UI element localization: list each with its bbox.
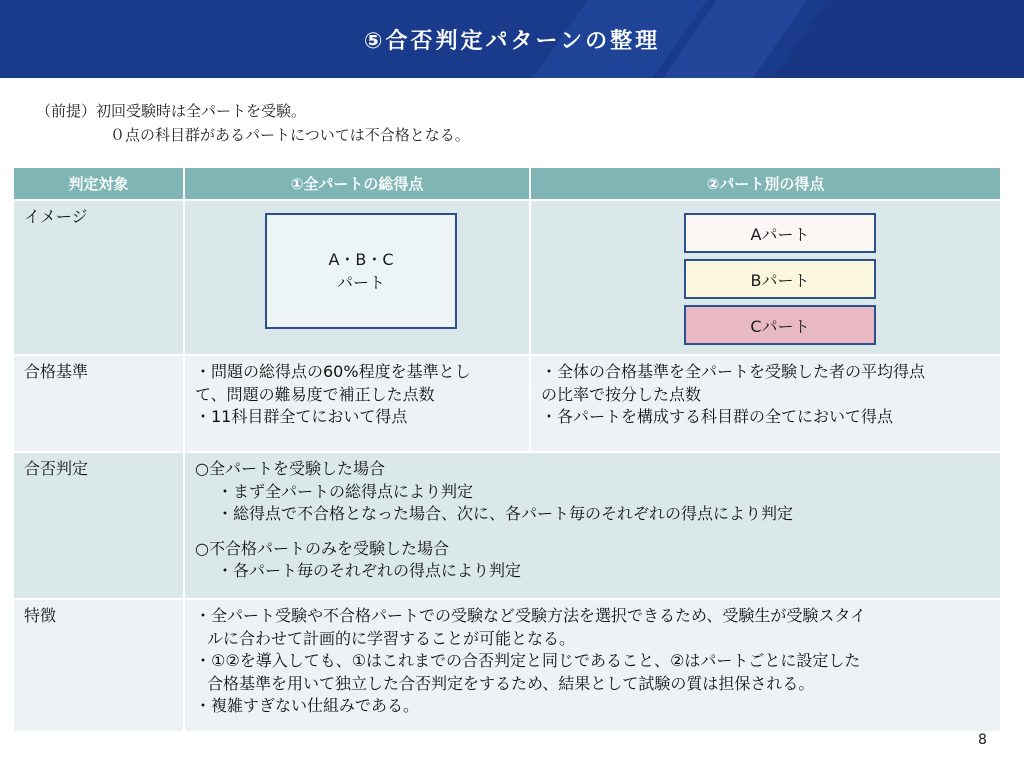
case-item: ・まず全パートの総得点により判定 [217, 481, 474, 501]
judgment-cell [184, 452, 1001, 599]
case-item: ・各パート毎のそれぞれの得点により判定 [217, 561, 522, 580]
case-title: ○全パートを受験した場合 [195, 459, 385, 478]
criteria-line: ・11科目群全てにおいて得点 [195, 407, 408, 426]
part-b-box: Bパート [684, 259, 876, 299]
row-label: 特徴 [13, 599, 184, 732]
all-parts-box [265, 213, 457, 329]
premise-line: ０点の科目群があるパートについては不合格となる。 [110, 126, 470, 144]
table-row-judgment [13, 452, 1001, 599]
table-row-criteria [13, 355, 1001, 452]
criteria-line: ・全体の合格基準を全パートを受験した者の平均得点 [541, 362, 926, 381]
column-header: ①全パートの総得点 [184, 167, 530, 200]
criteria-line: ・各パートを構成する科目群の全てにおいて得点 [541, 407, 894, 426]
case-item: ・総得点で不合格となった場合、次に、各パート毎のそれぞれの得点により判定 [217, 504, 794, 523]
row-label: 合否判定 [13, 452, 184, 599]
criteria-line: の比率で按分した点数 [541, 384, 702, 404]
table-row-image [13, 200, 1001, 355]
premise-line: （前提）初回受験時は全パートを受験。 [36, 102, 307, 120]
criteria-line: ・問題の総得点の60%程度を基準とし [195, 362, 471, 381]
column-header: ②パート別の得点 [530, 167, 1001, 200]
comparison-table [12, 166, 1002, 733]
features-cell [184, 599, 1001, 732]
all-parts-box-line: A・B・C [328, 250, 394, 269]
row-label: 合格基準 [13, 355, 184, 452]
table-header-row [13, 167, 1001, 200]
slide-title: ⑤合否判定パターンの整理 [363, 28, 661, 54]
feature-line: ・①②を導入しても、①はこれまでの合否判定と同じであること、②はパートごとに設定した [195, 651, 861, 670]
part-a-box: Aパート [684, 213, 876, 253]
feature-line: ・複雑すぎない仕組みである。 [195, 696, 420, 715]
title-banner [0, 0, 1024, 78]
row-label: イメージ [13, 200, 184, 355]
criteria-total-cell [184, 355, 530, 452]
part-c-box: Cパート [684, 305, 876, 345]
feature-line: ルに合わせて計画的に学習することが可能となる。 [207, 628, 576, 648]
case-title: ○不合格パートのみを受験した場合 [195, 538, 449, 558]
spacer [195, 526, 990, 538]
criteria-part-cell [530, 355, 1001, 452]
total-image-cell [184, 200, 530, 355]
feature-line: 合格基準を用いて独立した合否判定をするため、結果として試験の質は担保される。 [207, 673, 815, 693]
criteria-line: て、問題の難易度で補正した点数 [195, 384, 435, 404]
all-parts-box-line: パート [336, 273, 385, 292]
column-header: 判定対象 [13, 167, 184, 200]
page-number: 8 [978, 732, 987, 748]
premise-block [36, 99, 470, 147]
table-row-features [13, 599, 1001, 732]
part-image-cell [530, 200, 1001, 355]
feature-line: ・全パート受験や不合格パートでの受験など受験方法を選択できるため、受験生が受験スタイ [195, 606, 867, 625]
